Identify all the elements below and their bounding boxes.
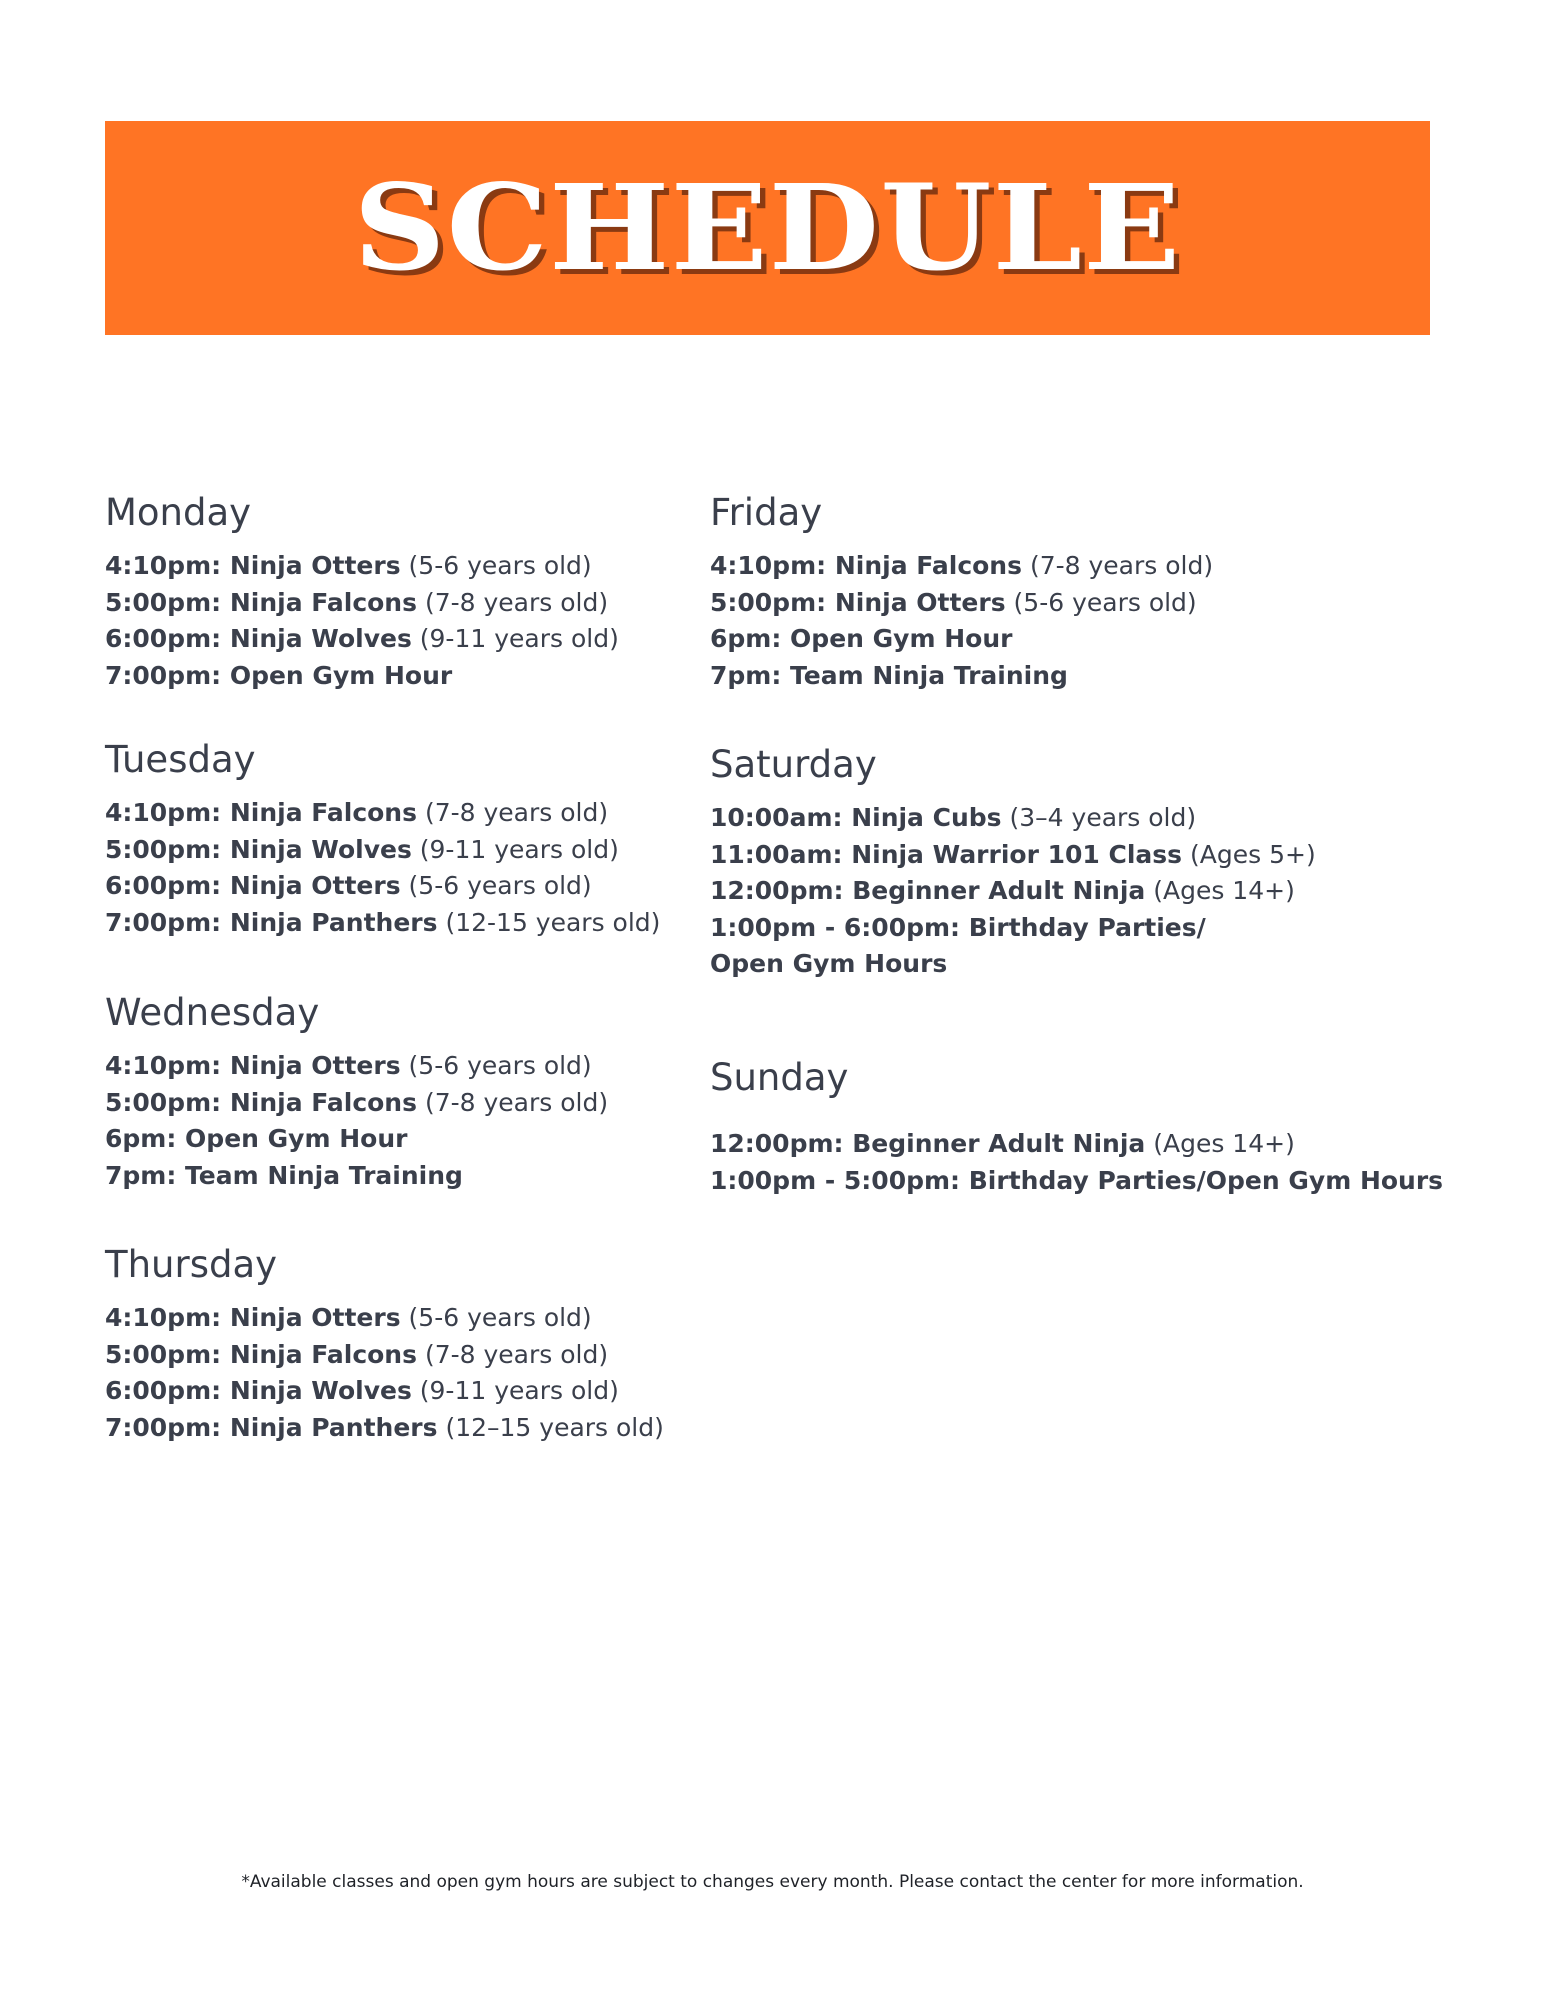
day-heading: Wednesday <box>105 991 320 1034</box>
schedule-entry <box>105 868 660 905</box>
day-entries <box>710 1126 1443 1199</box>
age-range-note: (5-6 years old) <box>400 1303 592 1332</box>
schedule-entry <box>105 1121 608 1158</box>
class-time-and-name: 7pm: Team Ninja Training <box>710 660 1068 690</box>
schedule-entry <box>105 548 619 585</box>
schedule-entry <box>105 832 660 869</box>
class-time-and-name: 4:10pm: Ninja Otters <box>105 1303 401 1332</box>
class-time-and-name: 7:00pm: Ninja Panthers <box>105 907 438 937</box>
class-time-and-name: 6:00pm: Ninja Wolves <box>105 624 412 653</box>
class-time-and-name: 5:00pm: Ninja Falcons <box>105 1339 417 1369</box>
class-time-and-name: 5:00pm: Ninja Wolves <box>105 834 412 864</box>
day-block-monday <box>105 491 619 694</box>
schedule-entry <box>710 621 1213 658</box>
age-range-note: (9-11 years old) <box>411 624 619 653</box>
schedule-entry <box>710 658 1213 695</box>
schedule-entry <box>105 1300 664 1337</box>
age-range-note: (7-8 years old) <box>417 1339 609 1369</box>
age-range-note: (9-11 years old) <box>411 1376 619 1405</box>
class-time-and-name: Open Gym Hours <box>710 949 948 978</box>
schedule-entry <box>710 873 1316 910</box>
schedule-entry <box>710 585 1213 622</box>
class-time-and-name: 7pm: Team Ninja Training <box>105 1160 463 1190</box>
age-range-note: (5-6 years old) <box>400 871 592 900</box>
class-time-and-name: 10:00am: Ninja Cubs <box>710 803 1002 832</box>
age-range-note: (Ages 5+) <box>1182 839 1316 869</box>
class-time-and-name: 5:00pm: Ninja Otters <box>710 587 1006 617</box>
class-time-and-name: 5:00pm: Ninja Falcons <box>105 1087 417 1117</box>
age-range-note: (Ages 14+) <box>1145 1129 1295 1158</box>
day-block-sunday <box>710 1056 1444 1199</box>
day-block-tuesday <box>105 738 661 941</box>
day-block-friday <box>710 491 1214 694</box>
age-range-note: (7-8 years old) <box>417 587 609 617</box>
class-time-and-name: 6pm: Open Gym Hour <box>710 624 1013 653</box>
schedule-entry <box>105 1373 664 1410</box>
day-block-thursday <box>105 1243 664 1446</box>
class-time-and-name: 12:00pm: Beginner Adult Ninja <box>710 876 1146 905</box>
class-time-and-name: 12:00pm: Beginner Adult Ninja <box>710 1129 1146 1158</box>
day-heading: Friday <box>710 491 823 534</box>
class-time-and-name: 11:00am: Ninja Warrior 101 Class <box>710 839 1183 869</box>
schedule-entry <box>710 1163 1443 1200</box>
day-entries <box>105 795 660 941</box>
age-range-note: (Ages 14+) <box>1145 876 1295 905</box>
day-heading: Saturday <box>710 743 877 786</box>
schedule-entry <box>710 1126 1443 1163</box>
day-heading: Sunday <box>710 1056 849 1099</box>
schedule-entry <box>710 910 1316 947</box>
day-block-wednesday <box>105 991 609 1194</box>
age-range-note: (12-15 years old) <box>437 907 661 937</box>
age-range-note: (5-6 years old) <box>1005 587 1197 617</box>
class-time-and-name: 4:10pm: Ninja Falcons <box>105 798 417 827</box>
class-time-and-name: 5:00pm: Ninja Falcons <box>105 587 417 617</box>
age-range-note: (7-8 years old) <box>417 1087 609 1117</box>
day-entries <box>105 1048 608 1194</box>
class-time-and-name: 1:00pm - 5:00pm: Birthday Parties/Open Gym Hours <box>710 1165 1444 1195</box>
schedule-entry <box>105 1158 608 1195</box>
schedule-entry <box>710 946 1316 983</box>
day-entries <box>710 548 1213 694</box>
schedule-entry <box>105 1048 608 1085</box>
schedule-entry <box>710 837 1316 874</box>
schedule-entry <box>105 795 660 832</box>
schedule-entry <box>105 621 619 658</box>
age-range-note: (9-11 years old) <box>411 834 619 864</box>
age-range-note: (5-6 years old) <box>400 551 592 580</box>
day-heading: Thursday <box>105 1243 278 1286</box>
class-time-and-name: 7:00pm: Open Gym Hour <box>105 660 453 690</box>
day-block-saturday <box>710 743 1316 983</box>
age-range-note: (7-8 years old) <box>1022 551 1214 580</box>
schedule-entry <box>105 658 619 695</box>
age-range-note: (3–4 years old) <box>1001 803 1197 832</box>
schedule-entry <box>105 1410 664 1447</box>
age-range-note: (7-8 years old) <box>417 798 609 827</box>
footer-disclaimer: *Available classes and open gym hours are subject to changes every month. Please contact the center for more information. <box>241 1872 1304 1892</box>
schedule-entry <box>710 548 1213 585</box>
class-time-and-name: 6pm: Open Gym Hour <box>105 1124 408 1153</box>
class-time-and-name: 4:10pm: Ninja Falcons <box>710 551 1022 580</box>
class-time-and-name: 1:00pm - 6:00pm: Birthday Parties/ <box>710 912 1206 942</box>
class-time-and-name: 6:00pm: Ninja Otters <box>105 871 401 900</box>
class-time-and-name: 7:00pm: Ninja Panthers <box>105 1412 438 1442</box>
schedule-entry <box>105 905 660 942</box>
schedule-entry <box>105 1337 664 1374</box>
schedule-entry <box>105 585 619 622</box>
page-title: SCHEDULE <box>353 158 1182 297</box>
day-heading: Monday <box>105 491 252 534</box>
age-range-note: (12–15 years old) <box>437 1412 664 1442</box>
day-entries <box>105 548 619 694</box>
day-heading: Tuesday <box>105 738 256 781</box>
class-time-and-name: 4:10pm: Ninja Otters <box>105 1051 401 1080</box>
schedule-entry <box>105 1085 608 1122</box>
day-entries <box>105 1300 664 1446</box>
schedule-banner <box>105 121 1430 335</box>
day-entries <box>710 800 1316 983</box>
schedule-entry <box>710 800 1316 837</box>
age-range-note: (5-6 years old) <box>400 1051 592 1080</box>
class-time-and-name: 6:00pm: Ninja Wolves <box>105 1376 412 1405</box>
class-time-and-name: 4:10pm: Ninja Otters <box>105 551 401 580</box>
